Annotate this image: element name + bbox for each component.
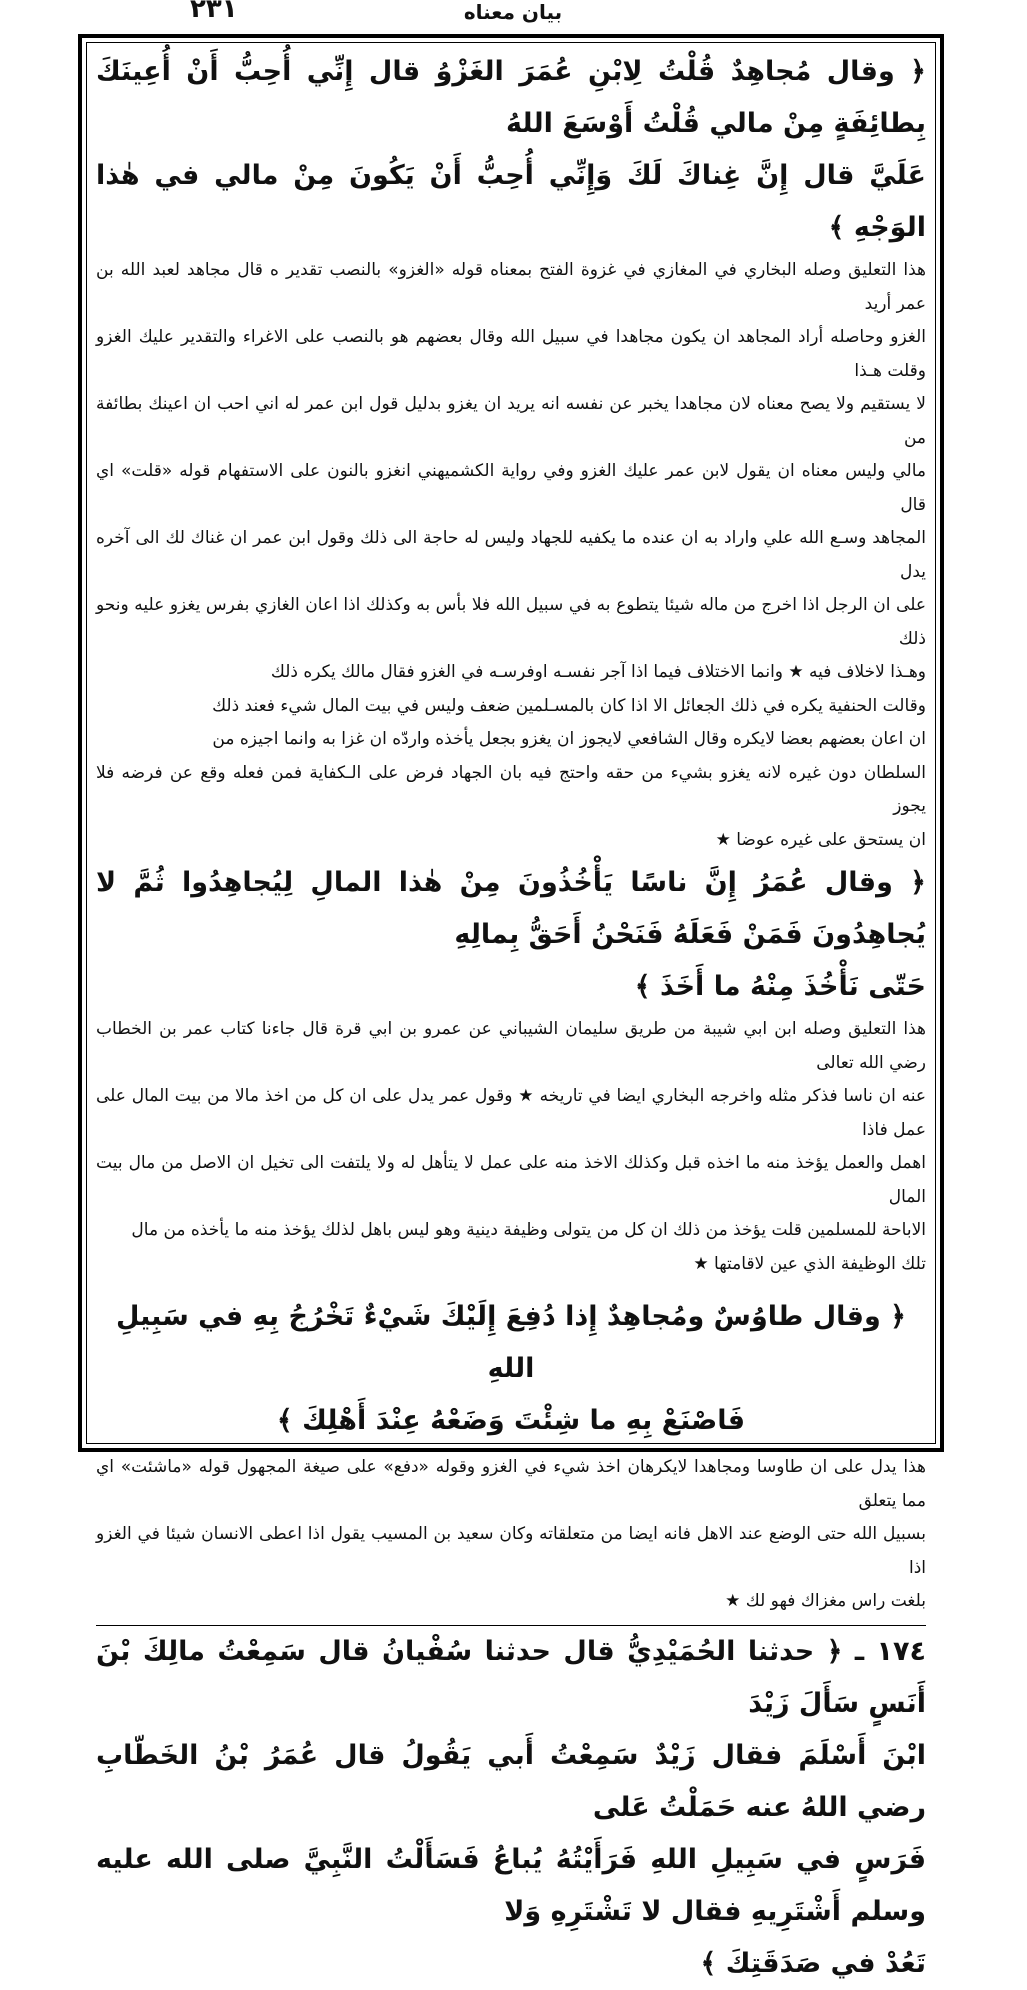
commentary-block xyxy=(96,254,926,857)
commentary-line: لا يستقيم ولا يصح معناه لان مجاهدا يخبر عن نفسه انه يريد ان يغزو بدليل قول ابن عمر له اني احب ان اعينك بطائفة من xyxy=(96,394,926,448)
commentary-line: تلك الوظيفة الذي عين لاقامتها ★ xyxy=(693,1253,926,1274)
commentary-line: هذا يدل على ان طاوسا ومجاهدا لايكرهان اخذ شيء في الغزو وقوله «دفع» على صيغة المجهول قوله «ماشئت» اي مما يتعلق xyxy=(96,1457,926,1511)
hadith-text-block xyxy=(96,857,926,1013)
commentary-line: على ان الرجل اذا اخرج من ماله شيئا يتطوع به في سبيل الله فلا بأس به وكذلك اذا اعان الغازي بفرس يغزو عليه ونحو ذلك xyxy=(96,595,926,649)
commentary-line: وهـذا لاخلاف فيه ★ وانما الاختلاف فيما اذا آجر نفسـه اوفرسـه في الغزو فقال مالك يكره ذلك xyxy=(270,662,926,682)
hadith-line: ﴿ وقال طاوُسٌ ومُجاهِدٌ إِذا دُفِعَ إِلَيْكَ شَيْءٌ تَخْرُجُ بِهِ في سَبِيلِ اللهِ xyxy=(116,1301,906,1384)
commentary-line: بسبيل الله حتى الوضع عند الاهل فانه ايضا من متعلقاته وكان سعيد بن المسيب يقول اذا اعطى الانسان شيئا في الغزو اذا xyxy=(96,1524,926,1578)
hadith-text-block xyxy=(96,1626,926,1990)
commentary-block xyxy=(96,1013,926,1281)
commentary-line: اهمل والعمل يؤخذ منه ما اخذه قبل وكذلك الاخذ منه على عمل لا يتأهل له ولا يلتفت الى تخيل ان الاصل من مال بيت المال xyxy=(96,1153,926,1207)
commentary-line: المجاهد وسـع الله علي واراد به ان عنده ما يكفيه للجهاد وليس له حاجة الى ذلك وقول ابن عمر ان غناك لك الى آخره يدل xyxy=(96,528,926,582)
commentary-line: الغزو وحاصله أراد المجاهد ان يكون مجاهدا في سبيل الله وقال بعضهم هو بالنصب على الاغراء والتقدير عليك الغزو وقلت هـذا xyxy=(96,327,926,381)
page-frame xyxy=(78,34,944,1979)
hadith-line: ﴿ وقال عُمَرُ إِنَّ ناسًا يَأْخُذُونَ مِنْ هٰذا المالِ لِيُجاهِدُوا ثُمَّ لا يُجاهِدُونَ فَمَنْ فَعَلَهُ فَنَحْنُ أَحَقُّ بِمالِهِ xyxy=(96,867,926,950)
commentary-line: ان يستحق على غيره عوضا ★ xyxy=(715,829,926,850)
bottom-margin xyxy=(0,1452,1027,1554)
commentary-line: هذا التعليق وصله البخاري في المغازي في غزوة الفتح بمعناه قوله «الغزو» بالنصب تقدير ه قال مجاهد لعبد الله بن عمر أريد xyxy=(96,260,926,314)
commentary-line: مالي وليس معناه ان يقول لابن عمر عليك الغزو وفي رواية الكشميهني انغزو بالنون على الاستفهام قوله «قلت» اي قال xyxy=(96,461,926,515)
hadith-line: ابْنَ أَسْلَمَ فقال زَيْدٌ سَمِعْتُ أَبي يَقُولُ قال عُمَرُ بْنُ الخَطّابِ رضي اللهُ عنه حَمَلْتُ عَلى xyxy=(96,1739,926,1823)
commentary-line: عنه ان ناسا فذكر مثله واخرجه البخاري ايضا في تاريخه ★ وقول عمر يدل على ان كل من اخذ مالا من بيت المال على عمل فاذا xyxy=(96,1086,926,1140)
commentary-line: وقالت الحنفية يكره في ذلك الجعائل الا اذا كان بالمسـلمين ضعف وليس في بيت المال شيء فعند ذلك xyxy=(212,695,926,716)
hadith-line: ﴿ وقال مُجاهِدٌ قُلْتُ لِابْنِ عُمَرَ الغَزْوُ قال إِنِّي أُحِبُّ أَنْ أُعِينَكَ بِطائِفَةٍ مِنْ مالي قُلْتُ أَوْسَعَ اللهُ xyxy=(96,56,926,139)
commentary-line: هذا التعليق وصله ابن ابي شيبة من طريق سليمان الشيباني عن عمرو بن ابي قرة قال جاءنا كتاب عمر بن الخطاب رضي الله تعالى xyxy=(96,1019,926,1073)
hadith-line: ١٧٤ ـ ﴿ حدثنا الحُمَيْدِيُّ قال حدثنا سُفْيانُ قال سَمِعْتُ مالِكَ بْنَ أَنَسٍ سَأَلَ زَيْدَ xyxy=(96,1635,926,1719)
page-title: بيان معناه xyxy=(463,0,563,24)
hadith-line: عَلَيَّ قال إِنَّ غِناكَ لَكَ وَإِنِّي أُحِبُّ أَنْ يَكُونَ مِنْ مالي في هٰذا الوَجْهِ ﴾ xyxy=(96,160,926,243)
hadith-text-block xyxy=(96,46,926,254)
page-number: ٢٣١ xyxy=(190,0,238,24)
commentary-line: بلغت راس مغزاك فهو لك ★ xyxy=(725,1591,926,1611)
page-header xyxy=(78,0,948,34)
hadith-line: فَرَسٍ في سَبِيلِ اللهِ فَرَأَيْتُهُ يُباعُ فَسَأَلْتُ النَّبِيَّ صلى الله عليه وسلم أَشْتَرِيهِ فقال لا تَشْتَرِهِ وَلا xyxy=(96,1843,926,1927)
commentary-line: ان اعان بعضهم بعضا لايكره وقال الشافعي لايجوز ان يغزو بجعل يأخذه واردّه ان غزا به وانما اجيزه من xyxy=(212,729,926,749)
commentary-line: الاباحة للمسلمين قلت يؤخذ من ذلك ان كل من يتولى وظيفة دينية وهو ليس باهل لذلك يؤخذ منه ما يأخذه من مال xyxy=(131,1220,926,1240)
hadith-line: حَتّى نَأْخُذَ مِنْهُ ما أَخَذَ ﴾ xyxy=(634,971,926,1002)
page-body xyxy=(96,46,926,1990)
hadith-line: فَاصْنَعْ بِهِ ما شِئْتَ وَضَعْهُ عِنْدَ أَهْلِكَ ﴾ xyxy=(276,1405,746,1436)
hadith-text-block xyxy=(96,1291,926,1447)
hadith-line: تَعُدْ في صَدَقَتِكَ ﴾ xyxy=(700,1947,926,1979)
commentary-line: السلطان دون غيره لانه يغزو بشيء من حقه واحتج فيه بان الجهاد فرض على الـكفاية فمن فعله وقع عن فرضه فلا يجوز xyxy=(96,762,926,816)
